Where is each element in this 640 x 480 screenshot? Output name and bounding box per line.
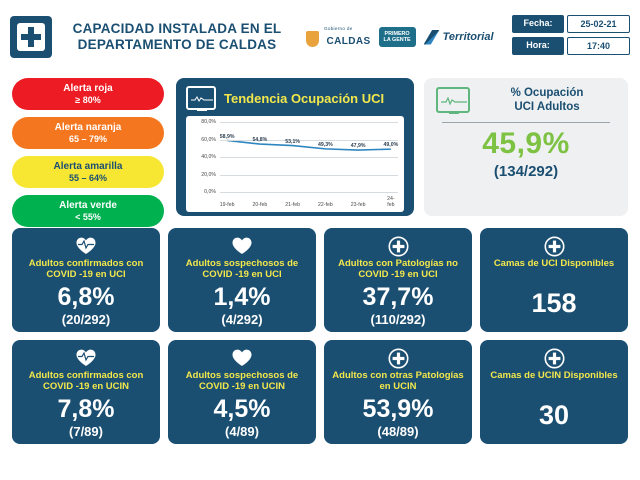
chart-gridline — [220, 122, 398, 123]
chart-ytick-label: 60,0% — [201, 136, 216, 143]
chart-data-label: 54,8% — [252, 137, 268, 144]
gobierno-caldas-logo — [306, 26, 371, 49]
heartbeat-icon — [75, 235, 97, 257]
indicator-value: 7,8% — [57, 395, 115, 423]
indicator-value: 1,4% — [213, 283, 271, 311]
occupancy-header — [432, 86, 620, 115]
occupancy-title-line1: % Ocupación — [510, 87, 584, 99]
indicator-title: Camas de UCIN Disponibles — [490, 370, 618, 381]
alert-pill-0 — [12, 78, 164, 110]
chart-xtick-label: 20-feb — [252, 202, 268, 208]
heart-icon — [231, 347, 253, 369]
alert-range: 55 – 64% — [68, 172, 108, 183]
heart-icon — [231, 235, 253, 257]
medical-cross-icon — [17, 23, 45, 51]
indicator-value: 30 — [538, 400, 570, 430]
gobierno-label: Gobierno de — [323, 25, 353, 31]
chart-plot-area — [220, 122, 398, 192]
indicator-card[interactable] — [12, 228, 160, 332]
territorial-label: Territorial — [442, 31, 494, 43]
date-label: Fecha: — [512, 15, 564, 33]
indicator-card[interactable] — [12, 340, 160, 444]
indicator-title: Adultos confirmados con COVID -19 en UCIN — [28, 370, 144, 393]
alert-range: < 55% — [75, 211, 101, 222]
trend-panel — [176, 78, 414, 216]
alert-pill-2 — [12, 156, 164, 188]
page-title-line1: CAPACIDAD INSTALADA EN EL — [72, 20, 282, 36]
gente-line2: LA GENTE — [383, 37, 411, 43]
chart-gridline — [220, 192, 398, 193]
trend-header — [186, 86, 404, 110]
occupancy-percent: 45,9% — [482, 126, 570, 160]
trend-title: Tendencia Ocupación UCI — [224, 90, 385, 106]
uci-trend-chart — [186, 116, 404, 212]
chart-xtick-label: 24-feb — [387, 196, 395, 208]
chart-xtick-label: 23-feb — [350, 202, 366, 208]
occupancy-title-line2: UCI Adultos — [514, 101, 580, 114]
alert-range: 65 – 79% — [68, 133, 108, 144]
indicator-card[interactable] — [168, 228, 316, 332]
occupancy-title — [478, 86, 616, 115]
time-value: 17:40 — [567, 37, 630, 55]
indicator-card[interactable] — [168, 340, 316, 444]
time-label: Hora: — [512, 37, 564, 55]
territorial-mark-icon — [424, 30, 440, 45]
date-value: 25-02-21 — [567, 15, 630, 33]
indicator-title: Adultos con Patologías no COVID -19 en UCI — [338, 258, 458, 281]
alert-name: Alerta verde — [59, 200, 117, 212]
indicator-grid — [12, 228, 628, 444]
chart-data-label: 47,9% — [350, 143, 366, 150]
alert-pill-1 — [12, 117, 164, 149]
chart-data-label: 49,0% — [383, 142, 399, 149]
chart-ytick-label: 0,0% — [204, 189, 216, 195]
heartbeat-icon — [75, 347, 97, 369]
indicator-value: 6,8% — [57, 283, 115, 311]
gente-line1: PRIMERO — [384, 30, 410, 37]
indicator-value: 53,9% — [362, 395, 434, 423]
time-row — [512, 37, 630, 55]
shield-icon — [306, 31, 319, 47]
indicator-fraction: (4/89) — [225, 424, 259, 439]
indicator-title: Adultos sospechosos de COVID -19 en UCI — [185, 258, 299, 281]
page-title — [62, 21, 292, 54]
monitor-icon — [186, 86, 216, 110]
indicator-card[interactable] — [480, 228, 628, 332]
chart-data-label: 49,3% — [318, 142, 333, 149]
chart-xtick-label: 22-feb — [318, 202, 333, 208]
indicator-fraction: (110/292) — [370, 312, 426, 327]
primero-la-gente-logo — [379, 27, 416, 47]
indicator-title: Adultos sospechosos de COVID -19 en UCIN — [185, 370, 299, 393]
ekg-line-icon — [441, 97, 467, 105]
indicator-card[interactable] — [480, 340, 628, 444]
page-header — [10, 14, 630, 60]
alert-name: Alerta roja — [63, 83, 113, 95]
health-logo — [10, 16, 52, 58]
indicator-card[interactable] — [324, 228, 472, 332]
occupancy-fraction: (134/292) — [493, 162, 559, 180]
chart-gridline — [220, 140, 398, 141]
cross-circle-icon — [388, 347, 409, 369]
chart-xtick-label: 21-feb — [285, 202, 300, 208]
government-logos — [306, 26, 494, 49]
occupancy-panel — [424, 78, 628, 216]
cross-circle-icon — [544, 235, 565, 257]
indicator-title: Adultos con otras Patologías en UCIN — [332, 370, 464, 393]
chart-gridline — [220, 175, 398, 176]
alert-name: Alerta naranja — [54, 122, 122, 134]
chart-ytick-label: 20,0% — [201, 171, 216, 178]
indicator-title: Camas de UCI Disponibles — [493, 258, 615, 269]
indicator-fraction: (7/89) — [69, 424, 103, 439]
cross-circle-icon — [388, 235, 409, 257]
chart-data-label: 58,9% — [219, 133, 235, 140]
indicator-value: 4,5% — [213, 395, 271, 423]
chart-data-label: 53,1% — [285, 138, 300, 145]
chart-gridline — [220, 157, 398, 158]
datetime-block — [512, 15, 630, 59]
chart-ytick-label: 80,0% — [201, 119, 216, 125]
indicator-fraction: (48/89) — [377, 424, 419, 439]
alert-name: Alerta amarilla — [53, 161, 123, 173]
divider — [442, 122, 610, 123]
indicator-fraction: (4/292) — [221, 312, 263, 327]
indicator-card[interactable] — [324, 340, 472, 444]
indicator-value: 37,7% — [362, 283, 434, 311]
indicator-fraction: (20/292) — [61, 312, 111, 327]
caldas-label: CALDAS — [326, 35, 371, 47]
page-title-line2: DEPARTAMENTO DE CALDAS — [77, 37, 277, 52]
date-row — [512, 15, 630, 33]
alert-legend — [12, 78, 164, 234]
alert-pill-3 — [12, 195, 164, 227]
chart-ytick-label: 40,0% — [201, 154, 216, 160]
alert-range: ≥ 80% — [75, 94, 101, 105]
indicator-title: Adultos confirmados con COVID -19 en UCI — [28, 258, 144, 281]
cross-circle-icon — [544, 347, 565, 369]
monitor-green-icon — [436, 87, 470, 113]
indicator-value: 158 — [531, 288, 577, 318]
territorial-logo — [424, 30, 494, 45]
ekg-line-icon — [191, 96, 213, 102]
chart-xtick-label: 19-feb — [219, 202, 235, 208]
